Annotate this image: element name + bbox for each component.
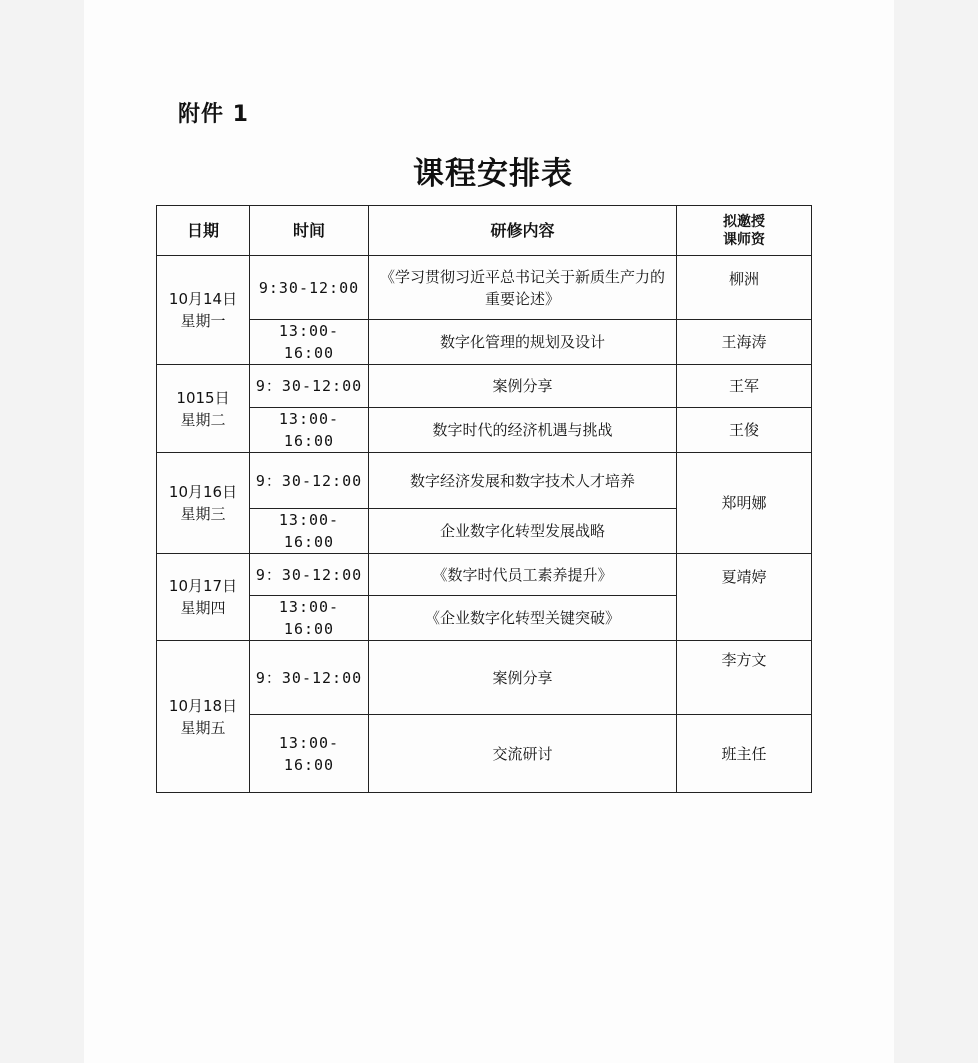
time-cell: 13:00-16:00 <box>250 320 369 365</box>
time-cell: 13:00-16:00 <box>250 596 369 641</box>
content-line: 《学习贯彻习近平总书记关于新质生产力的 <box>379 267 665 286</box>
teacher-cell: 柳洲 <box>677 256 812 320</box>
teacher-cell: 夏靖婷 <box>677 554 812 641</box>
content-cell: 《企业数字化转型关键突破》 <box>369 596 677 641</box>
date-cell <box>157 256 250 365</box>
date-text: 10月16日 <box>168 483 238 501</box>
table-row <box>157 256 812 320</box>
time-cell: 13:00-16:00 <box>250 408 369 453</box>
schedule-table <box>156 205 812 793</box>
teacher-cell: 王俊 <box>677 408 812 453</box>
weekday-text: 星期一 <box>180 312 226 330</box>
table-row <box>157 320 812 365</box>
teacher-cell: 班主任 <box>677 715 812 793</box>
weekday-text: 星期五 <box>180 718 226 737</box>
date-text: 10月17日 <box>168 577 238 595</box>
weekday-text: 星期三 <box>180 505 226 523</box>
time-cell: 13:00-16:00 <box>250 715 369 793</box>
date-cell <box>157 641 250 793</box>
content-cell: 交流研讨 <box>369 715 677 793</box>
content-cell: 数字经济发展和数字技术人才培养 <box>369 453 677 509</box>
date-text: 10月18日 <box>168 696 238 715</box>
date-cell <box>157 453 250 554</box>
header-content: 研修内容 <box>369 206 677 256</box>
content-cell: 数字时代的经济机遇与挑战 <box>369 408 677 453</box>
content-cell: 《数字时代员工素养提升》 <box>369 554 677 596</box>
header-teacher-line2: 课师资 <box>723 231 765 248</box>
content-cell: 企业数字化转型发展战略 <box>369 509 677 554</box>
date-text: 10月14日 <box>168 290 238 308</box>
attachment-label: 附件 1 <box>178 102 249 127</box>
weekday-text: 星期四 <box>180 599 226 617</box>
content-cell: 案例分享 <box>369 641 677 715</box>
page-title: 课程安排表 <box>413 156 573 192</box>
header-teacher <box>677 206 812 256</box>
time-cell: 9：30-12:00 <box>250 453 369 509</box>
time-cell: 9：30-12:00 <box>250 365 369 408</box>
time-cell: 13:00-16:00 <box>250 509 369 554</box>
header-time: 时间 <box>250 206 369 256</box>
table-row <box>157 453 812 509</box>
time-cell: 9：30-12:00 <box>250 641 369 715</box>
table-header-row <box>157 206 812 256</box>
time-cell: 9:30-12:00 <box>250 256 369 320</box>
header-date: 日期 <box>157 206 250 256</box>
time-cell: 9：30-12:00 <box>250 554 369 596</box>
content-cell: 案例分享 <box>369 365 677 408</box>
table-row <box>157 641 812 715</box>
content-line: 重要论述》 <box>484 289 560 308</box>
teacher-cell: 王海涛 <box>677 320 812 365</box>
content-cell <box>369 256 677 320</box>
teacher-cell: 王军 <box>677 365 812 408</box>
date-cell <box>157 554 250 641</box>
table-row <box>157 408 812 453</box>
table-row <box>157 554 812 596</box>
date-cell <box>157 365 250 453</box>
header-teacher-line1: 拟邀授 <box>723 213 765 230</box>
teacher-cell: 郑明娜 <box>677 453 812 554</box>
table-row <box>157 715 812 793</box>
weekday-text: 星期二 <box>180 410 226 429</box>
content-cell: 数字化管理的规划及设计 <box>369 320 677 365</box>
date-text: 1015日 <box>176 388 230 407</box>
teacher-cell: 李方文 <box>677 641 812 715</box>
table-row <box>157 365 812 408</box>
